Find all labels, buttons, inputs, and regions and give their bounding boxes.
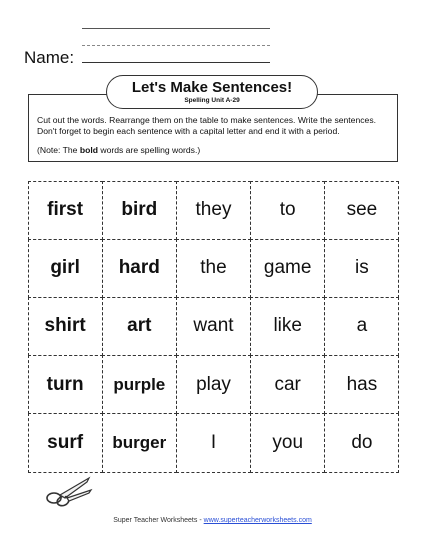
word-card[interactable]: car — [250, 355, 325, 414]
title-main: Let's Make Sentences! — [131, 79, 293, 96]
name-guide-mid — [82, 45, 270, 46]
word-card[interactable]: girl — [28, 239, 103, 298]
word-card[interactable]: hard — [102, 239, 177, 298]
footer-link[interactable]: www.superteacherworksheets.com — [203, 517, 312, 524]
name-label: Name: — [24, 48, 75, 67]
word-card[interactable]: is — [324, 239, 399, 298]
name-guide-top — [82, 28, 270, 29]
word-card[interactable]: bird — [102, 181, 177, 240]
footer-separator: - — [199, 517, 202, 524]
instructions-text: Cut out the words. Rearrange them on the table to make sentences. Write the sentences. Don't forget to begin each sentence with a capital letter and end it with a period. — [37, 115, 377, 136]
name-section — [24, 20, 284, 70]
word-card[interactable]: they — [176, 181, 251, 240]
scissors-icon — [45, 474, 93, 508]
word-card[interactable]: burger — [102, 413, 177, 472]
instructions-note: (Note: The bold words are spelling words.) — [37, 145, 201, 155]
word-card[interactable]: you — [250, 413, 325, 472]
word-card[interactable]: shirt — [28, 297, 103, 356]
word-card[interactable]: do — [324, 413, 399, 472]
footer-brand: Super Teacher Worksheets — [113, 517, 198, 524]
word-card[interactable]: art — [102, 297, 177, 356]
word-card[interactable]: a — [324, 297, 399, 356]
word-card[interactable]: first — [28, 181, 103, 240]
word-card[interactable]: game — [250, 239, 325, 298]
word-card[interactable]: play — [176, 355, 251, 414]
word-card[interactable]: to — [250, 181, 325, 240]
footer — [0, 517, 425, 524]
word-grid — [28, 181, 399, 472]
worksheet-title — [106, 75, 318, 109]
word-card[interactable]: has — [324, 355, 399, 414]
word-card[interactable]: the — [176, 239, 251, 298]
name-line[interactable] — [82, 62, 270, 63]
word-card[interactable]: purple — [102, 355, 177, 414]
word-card[interactable]: I — [176, 413, 251, 472]
word-card[interactable]: surf — [28, 413, 103, 472]
word-card[interactable]: see — [324, 181, 399, 240]
word-card[interactable]: want — [176, 297, 251, 356]
word-card[interactable]: turn — [28, 355, 103, 414]
title-sub: Spelling Unit A-29 — [184, 97, 240, 104]
word-card[interactable]: like — [250, 297, 325, 356]
